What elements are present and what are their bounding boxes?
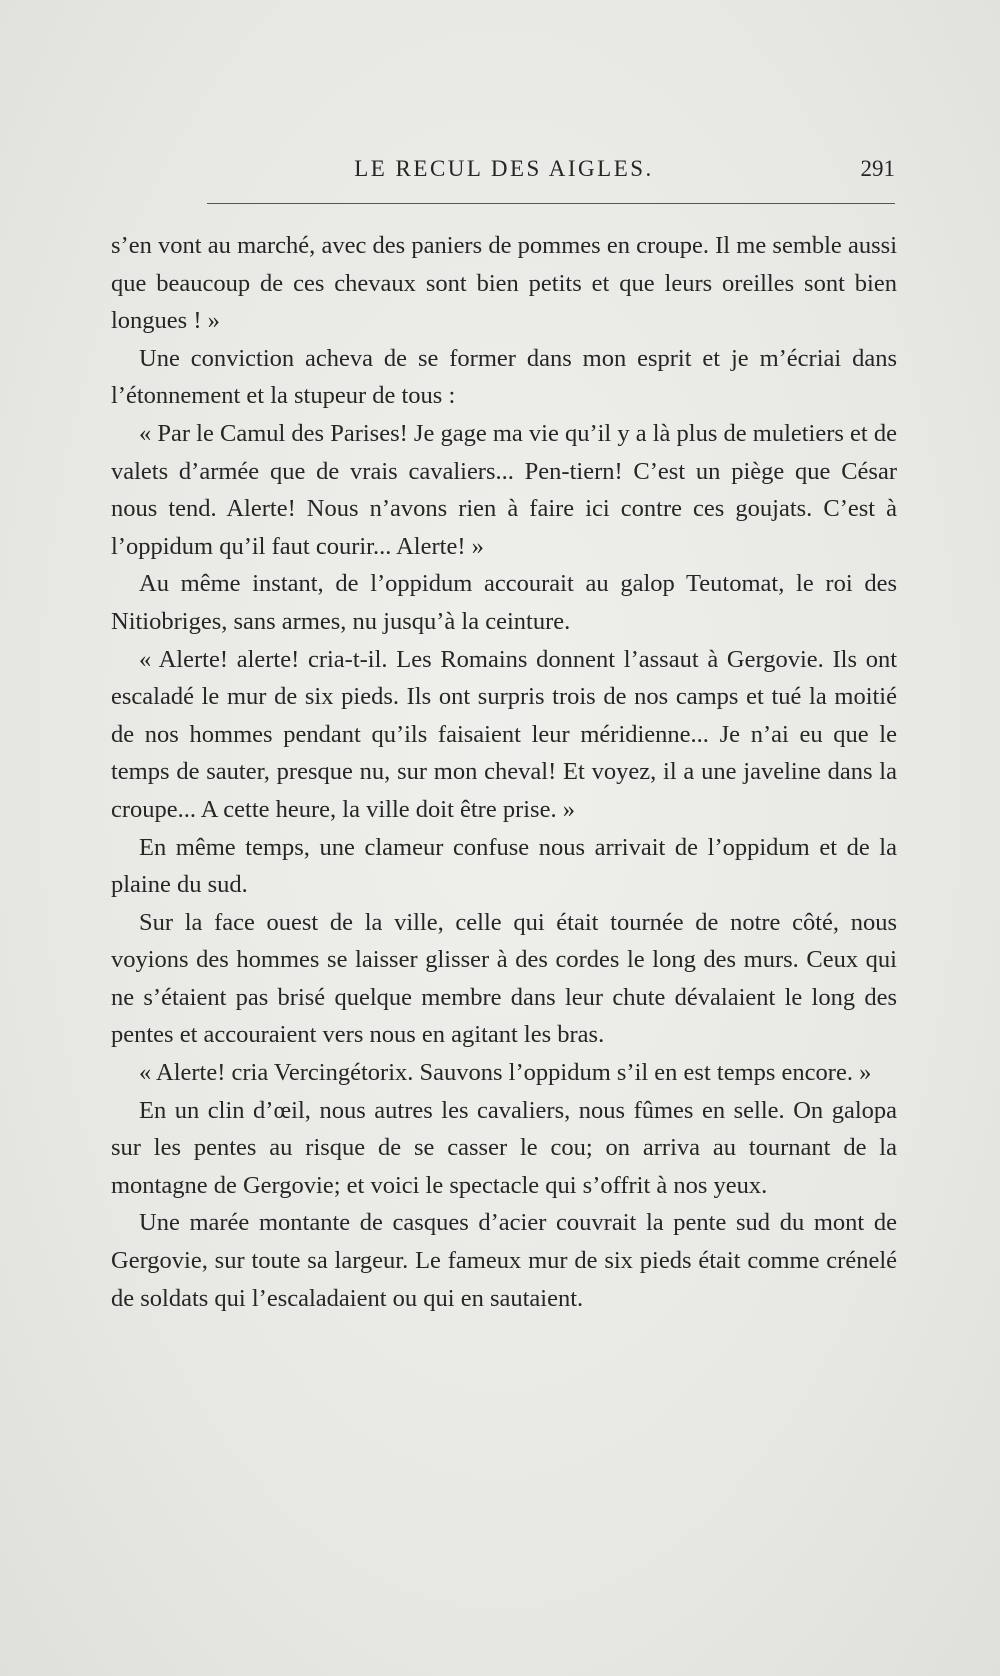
paragraph: Au même instant, de l’oppidum accourait au galop Teutomat, le roi des Nitiobriges, sans armes, nu jusqu’à la ceinture. <box>111 570 897 635</box>
running-title: LE RECUL DES AIGLES. <box>354 156 654 181</box>
paragraph: « Alerte! alerte! cria-t-il. Les Romains donnent l’assaut à Gergovie. Ils ont escaladé le mur de six pieds. Ils ont surpris trois de nos camps et tué la moitié de nos hommes pendant qu’ils faisaient leur méridienne... Je n’ai eu que le temps de sauter, presque nu, sur mon cheval! Et voyez, il a une javeline dans la croupe... A cette heure, la ville doit être prise. » <box>111 645 897 823</box>
page-number: 291 <box>860 156 895 181</box>
paragraph: En même temps, une clameur confuse nous arrivait de l’oppidum et de la plaine du sud. <box>111 833 897 899</box>
paragraph: « Alerte! cria Vercingétorix. Sauvons l’oppidum s’il en est temps encore. » <box>139 1059 872 1087</box>
paragraph: Une conviction acheva de se former dans mon esprit et je m’écriai dans l’étonnement et la stupeur de tous : <box>111 344 897 410</box>
paragraph: s’en vont au marché, avec des paniers de pommes en croupe. Il me semble aussi que beaucoup de ces chevaux sont bien petits et que leurs oreilles sont bien longues ! » <box>111 232 897 335</box>
paragraph: En un clin d’œil, nous autres les cavaliers, nous fûmes en selle. On galopa sur les pentes au risque de se casser le cou; on arriva au tournant de la montagne de Gergovie; et voici le spectacle qui s’offrit à nos yeux. <box>111 1096 897 1199</box>
body-text <box>111 227 897 1317</box>
header-rule <box>207 203 895 204</box>
paragraph: « Par le Camul des Parises! Je gage ma vie qu’il y a là plus de muletiers et de valets d’armée que de vrais cavaliers... Pen-tiern! C’est un piège que César nous tend. Alerte! Nous n’avons rien à faire ici contre ces goujats. C’est à l’oppidum qu’il faut courir... Alerte! » <box>111 419 897 560</box>
paragraph: Sur la face ouest de la ville, celle qui était tournée de notre côté, nous voyions des hommes se laisser glisser à des cordes le long des murs. Ceux qui ne s’étaient pas brisé quelque membre dans leur chute dévalaient le long des pentes et accouraient vers nous en agitant les bras. <box>111 908 897 1049</box>
paragraph: Une marée montante de casques d’acier couvrait la pente sud du mont de Gergovie, sur toute sa largeur. Le fameux mur de six pieds était comme crénelé de soldats qui l’escaladaient ou qui en sautaient. <box>111 1209 897 1312</box>
page-header <box>111 152 897 188</box>
